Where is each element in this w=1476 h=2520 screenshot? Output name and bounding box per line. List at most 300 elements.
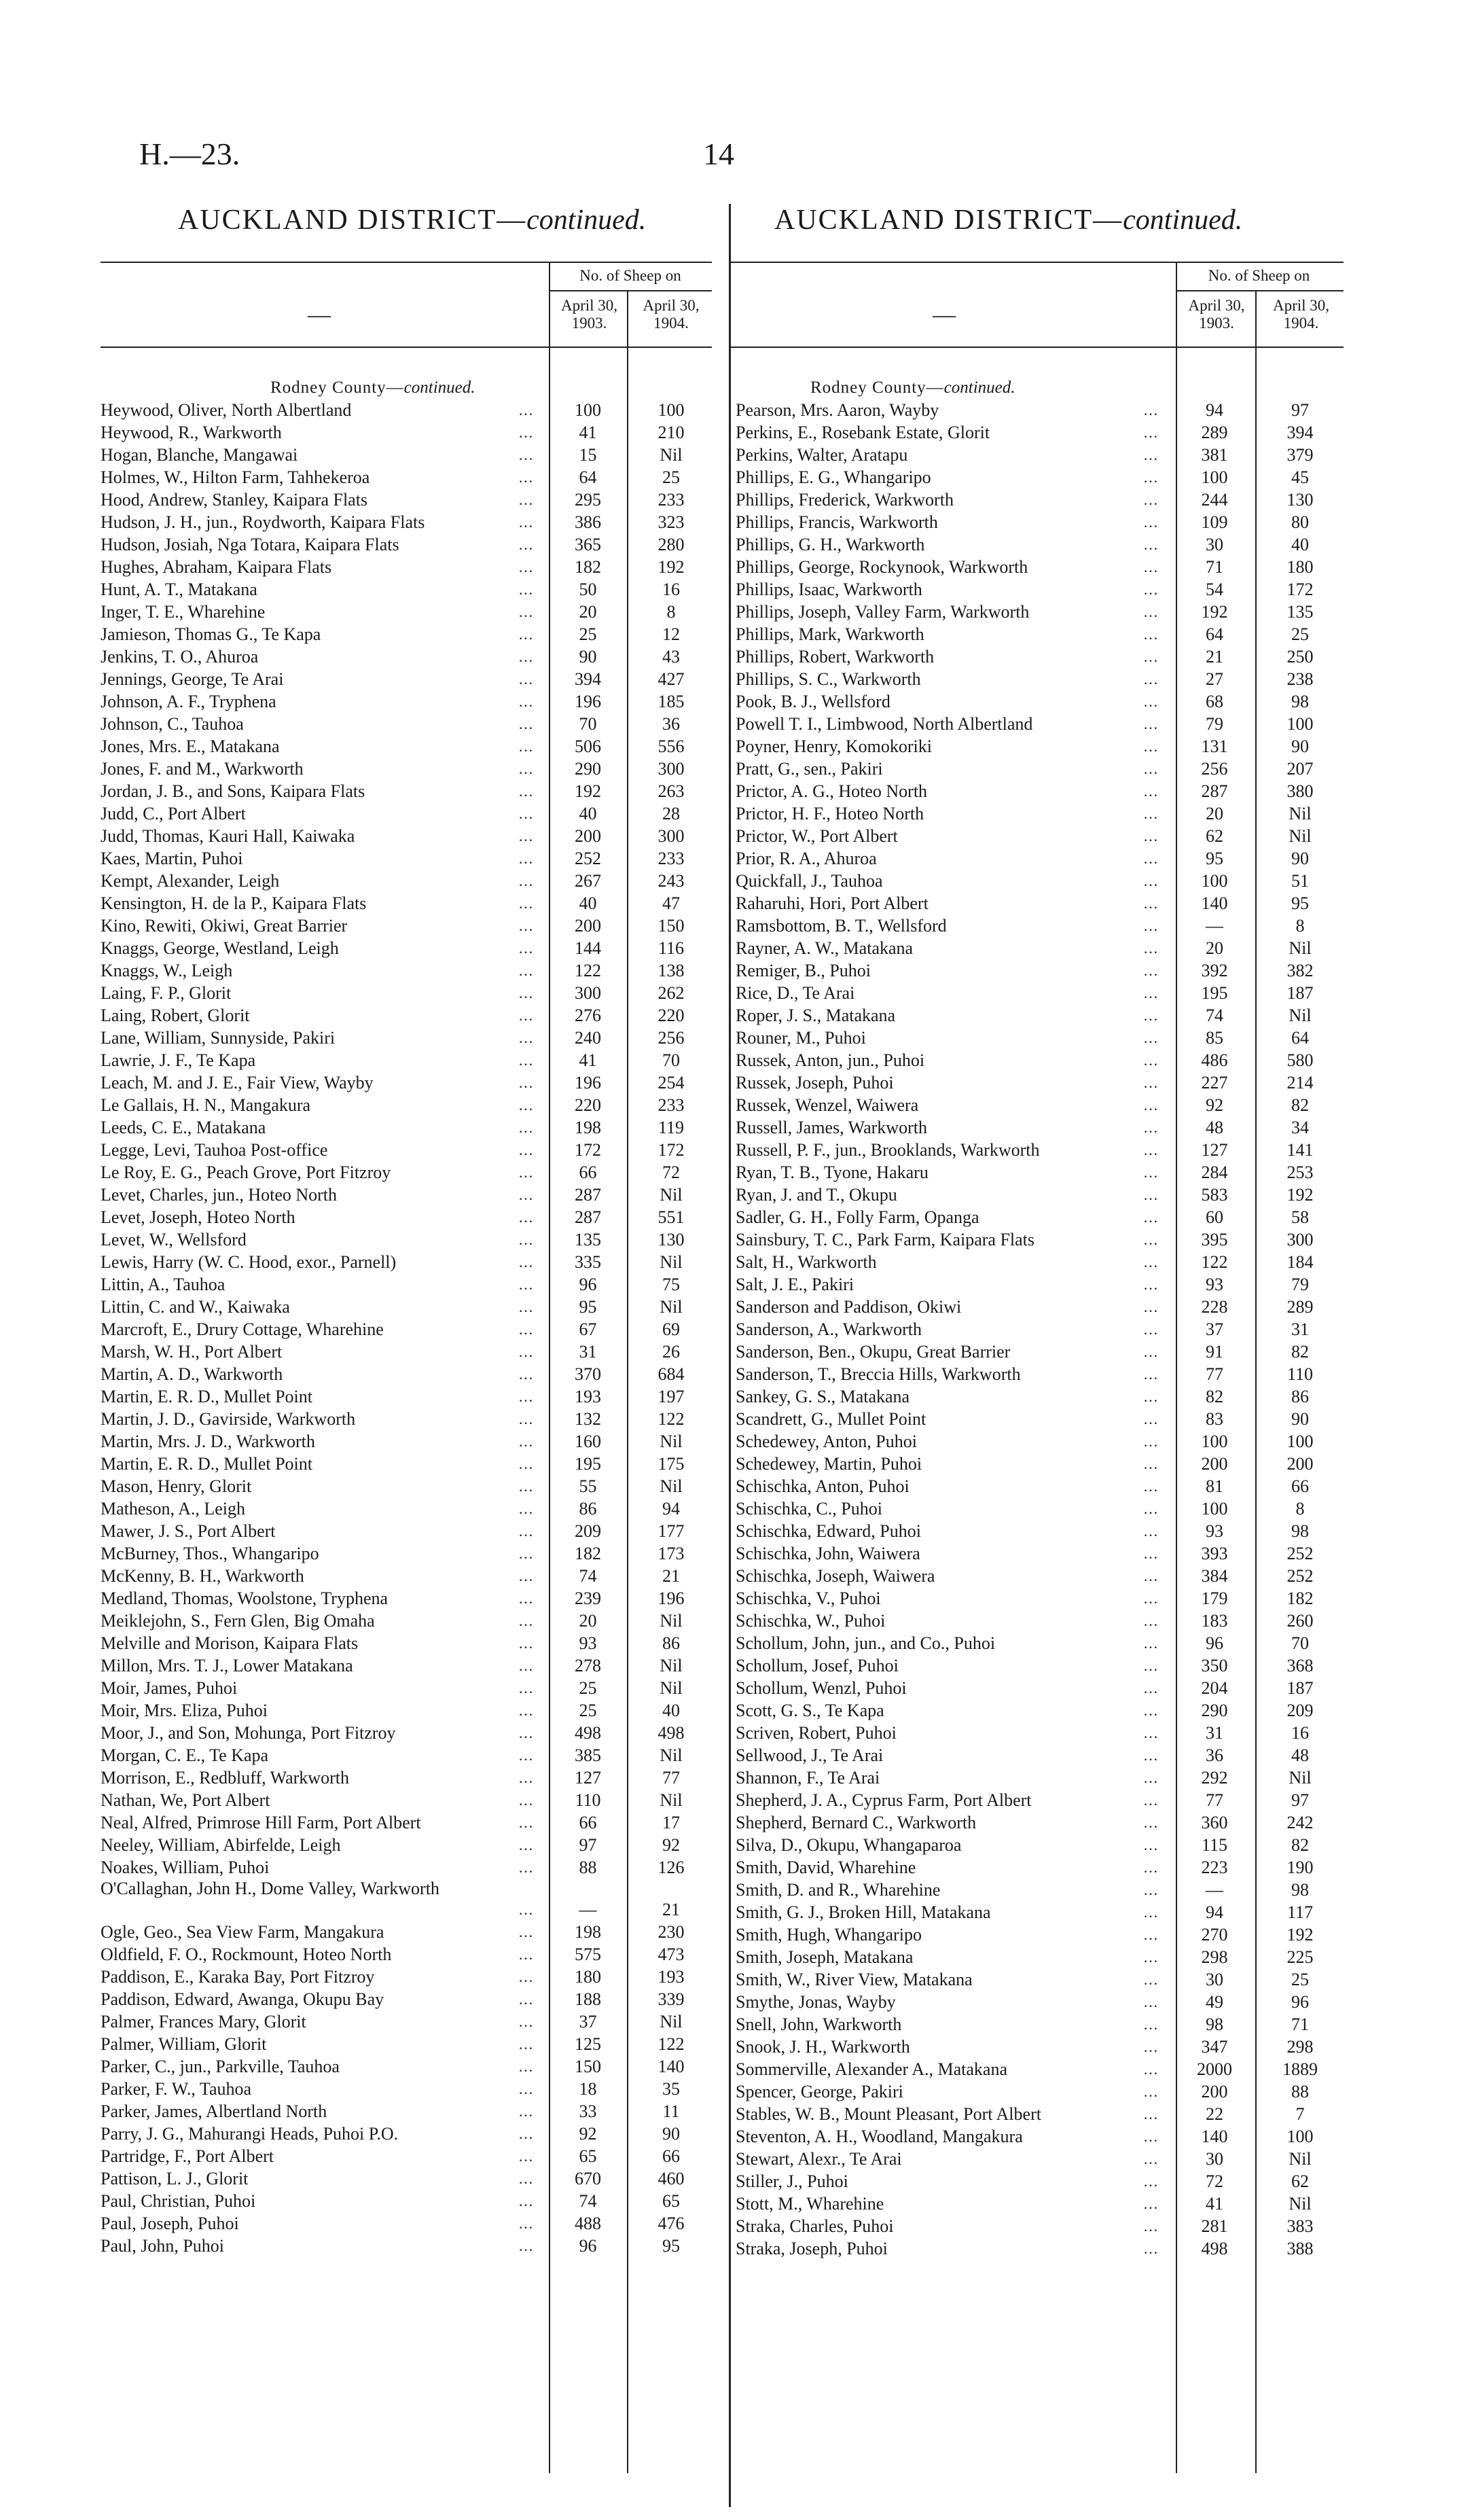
sheep-1903-cell: 200: [1201, 2082, 1228, 2101]
sheep-1903-cell: 140: [1201, 893, 1228, 913]
sheep-1903-cell: 281: [1201, 2216, 1228, 2236]
sheep-1903-cell: 41: [579, 423, 597, 442]
row-name: Stott, M., Wharehine: [736, 2194, 884, 2214]
table-row: [729, 2237, 1344, 2260]
sheep-1903-cell: 15: [579, 445, 597, 465]
right-header-group-rule: [1176, 290, 1344, 291]
sheep-1903-cell: 204: [1201, 1678, 1228, 1698]
sheep-1904-cell: 380: [1286, 781, 1314, 801]
row-name: Silva, D., Okupu, Whangaparoa: [736, 1835, 962, 1855]
sheep-1904-cell: 196: [658, 1589, 685, 1608]
table-row: [729, 489, 1344, 511]
left-table-top-rule: [101, 262, 712, 263]
table-row: [729, 1341, 1344, 1363]
table-row: [101, 892, 712, 915]
table-row: [101, 533, 712, 556]
row-name: Phillips, George, Rockynook, Warkworth: [736, 557, 1028, 577]
row-name: Moor, J., and Son, Mohunga, Port Fitzroy: [101, 1723, 396, 1743]
sheep-1903-cell: 92: [579, 2124, 597, 2144]
sheep-1903-cell: 276: [575, 1006, 601, 1025]
sheep-1903-cell: 94: [1206, 400, 1223, 420]
sheep-1904-cell: 323: [658, 512, 685, 532]
row-leader-dots: …: [1143, 648, 1158, 665]
table-row: [729, 1004, 1344, 1027]
row-name: Smith, Hugh, Whangaripo: [736, 1925, 922, 1945]
row-name: Phillips, Isaac, Warkworth: [736, 580, 922, 599]
table-row: [729, 1385, 1344, 1408]
table-row: [729, 1834, 1344, 1856]
row-leader-dots: …: [1143, 1747, 1158, 1764]
sheep-1904-cell: Nil: [660, 1678, 683, 1698]
sheep-1904-cell: 192: [1286, 1185, 1314, 1205]
sheep-1904-cell: Nil: [1289, 2149, 1312, 2169]
table-row: [729, 690, 1344, 713]
sheep-1904-cell: 684: [658, 1364, 685, 1384]
sheep-1903-cell: 287: [575, 1185, 601, 1205]
sheep-1903-cell: 244: [1201, 490, 1228, 510]
row-leader-dots: …: [1143, 850, 1158, 867]
sheep-1903-cell: 127: [575, 1768, 601, 1788]
sheep-1903-cell: 93: [579, 1633, 597, 1653]
table-row: [101, 1251, 712, 1273]
row-leader-dots: …: [518, 1231, 533, 1248]
table-row: [101, 1161, 712, 1184]
sheep-1903-cell: 506: [575, 737, 601, 756]
sheep-1904-cell: 1889: [1282, 2059, 1318, 2079]
sheep-1904-cell: 79: [1291, 1275, 1309, 1294]
sheep-1904-cell: 21: [662, 1566, 680, 1586]
sheep-1903-cell: 486: [1201, 1050, 1228, 1070]
table-row: [101, 847, 712, 870]
sheep-1903-cell: 110: [575, 1790, 601, 1810]
row-leader-dots: …: [518, 1702, 533, 1719]
sheep-1903-cell: 31: [1206, 1723, 1223, 1743]
sheep-1903-cell: 95: [579, 1297, 597, 1317]
row-leader-dots: …: [1143, 2083, 1158, 2100]
table-row: [729, 1363, 1344, 1385]
row-name: Russell, P. F., jun., Brooklands, Warkworth: [736, 1140, 1040, 1160]
sheep-1904-cell: 187: [1286, 1678, 1314, 1698]
row-leader-dots: …: [518, 424, 533, 441]
row-name: Martin, A. D., Warkworth: [101, 1364, 283, 1384]
row-leader-dots: …: [1143, 2061, 1158, 2078]
sheep-1904-cell: 300: [658, 759, 685, 779]
sheep-1903-cell: 74: [579, 2191, 597, 2211]
sheep-1904-cell: 51: [1291, 871, 1309, 891]
row-leader-dots: …: [1143, 1904, 1158, 1921]
sheep-1903-cell: 66: [579, 1163, 597, 1182]
sheep-1903-cell: 62: [1206, 826, 1223, 846]
sheep-1903-cell: 267: [575, 871, 601, 891]
sheep-1903-cell: 125: [575, 2034, 601, 2054]
sheep-1904-cell: 172: [1286, 580, 1314, 599]
row-name: Phillips, Mark, Warkworth: [736, 624, 924, 644]
row-leader-dots: …: [518, 1567, 533, 1584]
row-name: O'Callaghan, John H., Dome Valley, Warkworth: [101, 1879, 439, 1898]
sheep-1904-cell: 71: [1291, 2015, 1309, 2034]
row-name: Parker, C., jun., Parkville, Tauhoa: [101, 2057, 340, 2076]
row-leader-dots: …: [518, 1657, 533, 1674]
table-row: [729, 1273, 1344, 1296]
sheep-1904-cell: 82: [1291, 1342, 1309, 1362]
sheep-1903-cell: 287: [1201, 781, 1228, 801]
sheep-1903-cell: 82: [1206, 1387, 1223, 1406]
sheep-1904-cell: 65: [662, 2191, 680, 2211]
table-row: [729, 1475, 1344, 1497]
sheep-1903-cell: 77: [1206, 1364, 1223, 1384]
sheep-1904-cell: 98: [1291, 692, 1309, 711]
row-name: Oldfield, F. O., Rockmount, Hoteo North: [101, 1945, 392, 1964]
left-column-group-header: No. of Sheep on: [579, 267, 681, 284]
row-name: Snook, J. H., Warkworth: [736, 2037, 910, 2057]
row-leader-dots: …: [518, 805, 533, 822]
table-row: [101, 1879, 712, 1921]
row-leader-dots: …: [1143, 805, 1158, 822]
row-name: Parry, J. G., Mahurangi Heads, Puhoi P.O.: [101, 2124, 399, 2144]
row-leader-dots: …: [1143, 2195, 1158, 2212]
row-name: Johnson, A. F., Tryphena: [101, 692, 276, 711]
row-leader-dots: …: [518, 1029, 533, 1046]
row-leader-dots: …: [1143, 1926, 1158, 1943]
row-leader-dots: …: [1143, 1724, 1158, 1741]
right-district-title: [774, 204, 1242, 236]
row-name: Hood, Andrew, Stanley, Kaipara Flats: [101, 490, 368, 510]
row-name: Straka, Joseph, Puhoi: [736, 2239, 888, 2258]
sheep-1904-cell: 11: [662, 2101, 680, 2121]
sheep-1903-cell: 394: [575, 669, 601, 689]
table-row: [729, 623, 1344, 645]
sheep-1903-cell: 92: [1206, 1095, 1223, 1115]
table-row: [101, 1610, 712, 1632]
sheep-1904-cell: 45: [1291, 467, 1309, 487]
table-row: [101, 578, 712, 601]
row-name: Ryan, T. B., Tyone, Hakaru: [736, 1163, 929, 1182]
row-leader-dots: …: [518, 1792, 533, 1809]
left-column-header-1903: April 30, 1903.: [560, 297, 618, 332]
sheep-1903-cell: 292: [1201, 1768, 1228, 1788]
sheep-1903-cell: 49: [1206, 1992, 1223, 2012]
table-row: [101, 1363, 712, 1385]
sheep-1904-cell: Nil: [1289, 826, 1312, 846]
sheep-1903-cell: 223: [1201, 1858, 1228, 1877]
sheep-1904-cell: 300: [1286, 1230, 1314, 1249]
row-leader-dots: …: [1143, 1388, 1158, 1405]
row-name: Schischka, John, Waiwera: [736, 1544, 920, 1563]
sheep-1904-cell: 110: [1286, 1364, 1314, 1384]
row-name: Lewis, Harry (W. C. Hood, exor., Parnell): [101, 1252, 397, 1272]
row-leader-dots: …: [518, 828, 533, 845]
sheep-1904-cell: 460: [658, 2169, 685, 2188]
table-row: [729, 466, 1344, 489]
table-row: [101, 2033, 712, 2055]
sheep-1903-cell: 298: [1201, 1947, 1228, 1967]
sheep-1904-cell: 116: [658, 938, 685, 958]
row-name: Pearson, Mrs. Aaron, Wayby: [736, 400, 939, 420]
row-leader-dots: …: [518, 2058, 533, 2075]
sheep-1903-cell: 77: [1206, 1790, 1223, 1810]
table-row: [729, 1161, 1344, 1184]
table-row: [729, 601, 1344, 623]
row-leader-dots: …: [518, 1901, 533, 1918]
row-name: Levet, W., Wellsford: [101, 1230, 247, 1249]
sheep-1903-cell: 50: [579, 580, 597, 599]
sheep-1903-cell: 98: [1206, 2015, 1223, 2034]
row-leader-dots: …: [1143, 1567, 1158, 1584]
sheep-1903-cell: 22: [1206, 2104, 1223, 2124]
row-name: Shepherd, Bernard C., Warkworth: [736, 1813, 977, 1832]
row-leader-dots: …: [1143, 1410, 1158, 1427]
sheep-1904-cell: Nil: [1289, 1768, 1312, 1788]
table-row: [729, 421, 1344, 444]
row-name: Russell, James, Warkworth: [736, 1118, 927, 1137]
table-row: [729, 1923, 1344, 1946]
table-row: [729, 758, 1344, 780]
sheep-1904-cell: 100: [1286, 714, 1314, 734]
row-name: Schischka, C., Puhoi: [736, 1499, 882, 1519]
row-name: Legge, Levi, Tauhoa Post-office: [101, 1140, 328, 1160]
row-leader-dots: …: [518, 1478, 533, 1495]
sheep-1904-cell: 98: [1291, 1880, 1309, 1900]
sheep-1904-cell: 190: [1286, 1858, 1314, 1877]
row-name: Russek, Wenzel, Waiwera: [736, 1095, 919, 1115]
row-name: Perkins, Walter, Aratapu: [736, 445, 908, 465]
table-row: [729, 533, 1344, 556]
sheep-1903-cell: 360: [1201, 1813, 1228, 1832]
table-row: [101, 1921, 712, 1943]
sheep-1904-cell: 86: [662, 1633, 680, 1653]
sheep-1903-cell: 227: [1201, 1073, 1228, 1093]
row-leader-dots: …: [518, 1590, 533, 1607]
sheep-1904-cell: 141: [1286, 1140, 1314, 1160]
row-leader-dots: …: [1143, 1523, 1158, 1540]
sheep-1903-cell: 381: [1201, 445, 1228, 465]
sheep-1904-cell: 262: [658, 983, 685, 1003]
row-leader-dots: …: [518, 1388, 533, 1405]
sheep-1904-cell: 220: [658, 1006, 685, 1025]
table-row: [729, 892, 1344, 915]
row-name: Schollum, John, jun., and Co., Puhoi: [736, 1633, 996, 1653]
sheep-1903-cell: 95: [1206, 849, 1223, 868]
table-row: [729, 1228, 1344, 1251]
row-name: Jennings, George, Te Arai: [101, 669, 284, 689]
table-row: [101, 1273, 712, 1296]
sheep-1903-cell: 100: [575, 400, 601, 420]
row-leader-dots: …: [518, 1097, 533, 1114]
table-row: [729, 1610, 1344, 1632]
sheep-1903-cell: 48: [1206, 1118, 1223, 1137]
row-leader-dots: …: [1143, 1993, 1158, 2010]
right-table-top-rule: [729, 262, 1344, 263]
table-row: [729, 1699, 1344, 1722]
table-row: [729, 1879, 1344, 1901]
table-row: [729, 1767, 1344, 1789]
sheep-1904-cell: 253: [1286, 1163, 1314, 1182]
sheep-1903-cell: 188: [575, 1989, 601, 2009]
sheep-1903-cell: 270: [1201, 1925, 1228, 1945]
left-header-bottom-rule: [101, 347, 712, 348]
row-name: Phillips, Frederick, Warkworth: [736, 490, 954, 510]
sheep-1904-cell: 17: [662, 1813, 680, 1832]
table-row: [101, 1027, 712, 1049]
sheep-1904-cell: 254: [658, 1073, 685, 1093]
row-name: Phillips, E. G., Whangaripo: [736, 467, 931, 487]
row-leader-dots: …: [1143, 1657, 1158, 1674]
row-name: Shepherd, J. A., Cyprus Farm, Port Albert: [736, 1790, 1032, 1810]
sheep-1903-cell: 135: [575, 1230, 601, 1249]
table-row: [101, 1318, 712, 1341]
sheep-1904-cell: 256: [658, 1028, 685, 1048]
row-leader-dots: …: [1143, 895, 1158, 912]
row-leader-dots: …: [518, 783, 533, 800]
row-name: Rayner, A. W., Matakana: [736, 938, 914, 958]
table-row: [101, 1834, 712, 1856]
left-county-heading-text: Rodney County—: [270, 378, 404, 397]
table-row: [729, 1296, 1344, 1318]
sheep-1904-cell: 82: [1291, 1095, 1309, 1115]
row-name: Melville and Morison, Kaipara Flats: [101, 1633, 359, 1653]
row-leader-dots: …: [518, 1209, 533, 1226]
sheep-1904-cell: 250: [1286, 647, 1314, 667]
row-name: Rouner, M., Puhoi: [736, 1028, 866, 1048]
row-name: Phillips, S. C., Warkworth: [736, 669, 921, 689]
row-name: Schedewey, Martin, Puhoi: [736, 1454, 922, 1474]
sheep-1903-cell: 583: [1201, 1185, 1228, 1205]
table-row: [101, 1966, 712, 1988]
table-row: [101, 1789, 712, 1811]
row-leader-dots: …: [518, 626, 533, 643]
sheep-1904-cell: 122: [658, 1409, 685, 1429]
sheep-1904-cell: 242: [1286, 1813, 1314, 1832]
sheep-1903-cell: —: [1206, 1880, 1223, 1900]
row-name: Prictor, A. G., Hoteo North: [736, 781, 928, 801]
row-name: Roper, J. S., Matakana: [736, 1006, 896, 1025]
sheep-1904-cell: Nil: [660, 2012, 683, 2031]
sheep-1903-cell: 41: [579, 1050, 597, 1070]
row-leader-dots: …: [518, 1276, 533, 1293]
table-row: [729, 1206, 1344, 1228]
row-name: Hudson, Josiah, Nga Totara, Kaipara Flats: [101, 535, 399, 554]
row-leader-dots: …: [1143, 1343, 1158, 1360]
row-leader-dots: …: [1143, 760, 1158, 777]
sheep-1904-cell: 192: [1286, 1925, 1314, 1945]
sheep-1903-cell: 200: [1201, 1454, 1228, 1474]
sheep-1903-cell: 295: [575, 490, 601, 510]
row-leader-dots: …: [518, 1724, 533, 1741]
row-leader-dots: …: [1143, 2150, 1158, 2167]
table-row: [729, 870, 1344, 892]
table-row: [101, 690, 712, 713]
table-row: [101, 1094, 712, 1116]
row-name: Levet, Charles, jun., Hoteo North: [101, 1185, 338, 1205]
row-name: Paul, John, Puhoi: [101, 2236, 225, 2256]
sheep-1903-cell: 239: [575, 1589, 601, 1608]
row-name: Morgan, C. E., Te Kapa: [101, 1745, 269, 1765]
sheep-1903-cell: 347: [1201, 2037, 1228, 2057]
row-name: Phillips, G. H., Warkworth: [736, 535, 925, 554]
sheep-1904-cell: 43: [662, 647, 680, 667]
row-leader-dots: …: [1143, 1186, 1158, 1203]
sheep-1904-cell: 556: [658, 737, 685, 756]
sheep-1903-cell: 209: [575, 1521, 601, 1541]
row-leader-dots: …: [518, 1254, 533, 1271]
sheep-1904-cell: 130: [1286, 490, 1314, 510]
row-name: Salt, J. E., Pakiri: [736, 1275, 854, 1294]
table-row: [729, 1789, 1344, 1811]
table-row: [729, 1453, 1344, 1475]
sheep-1903-cell: 36: [1206, 1745, 1223, 1765]
sheep-1904-cell: 126: [658, 1858, 685, 1877]
sheep-1904-cell: 180: [1286, 557, 1314, 577]
table-row: [729, 556, 1344, 578]
table-row: [101, 1497, 712, 1520]
left-district-title: [178, 204, 646, 236]
row-leader-dots: …: [1143, 1792, 1158, 1809]
sheep-1904-cell: 210: [658, 423, 685, 442]
sheep-1904-cell: 40: [662, 1701, 680, 1720]
row-leader-dots: …: [518, 1814, 533, 1831]
sheep-1903-cell: 196: [575, 1073, 601, 1093]
sheep-1903-cell: 64: [1206, 624, 1223, 644]
row-name: Jones, F. and M., Warkworth: [101, 759, 304, 779]
row-leader-dots: …: [1143, 1097, 1158, 1114]
row-leader-dots: …: [518, 1343, 533, 1360]
row-leader-dots: …: [1143, 1007, 1158, 1024]
table-row: [101, 556, 712, 578]
table-row: [101, 1632, 712, 1654]
sheep-1904-cell: 66: [1291, 1476, 1309, 1496]
sheep-1904-cell: 119: [658, 1118, 685, 1137]
sheep-1903-cell: 392: [1201, 961, 1228, 980]
row-leader-dots: …: [1143, 1164, 1158, 1181]
table-row: [101, 1408, 712, 1430]
sheep-1903-cell: 192: [575, 781, 601, 801]
table-row: [729, 825, 1344, 847]
sheep-1904-cell: Nil: [660, 1611, 683, 1631]
table-row: [101, 1565, 712, 1587]
row-name: Smith, David, Wharehine: [736, 1858, 916, 1877]
table-row: [101, 1430, 712, 1453]
table-row: [101, 399, 712, 421]
sheep-1904-cell: 185: [658, 692, 685, 711]
row-leader-dots: …: [1143, 1298, 1158, 1315]
row-leader-dots: …: [518, 469, 533, 486]
row-leader-dots: …: [1143, 1769, 1158, 1786]
row-leader-dots: …: [518, 536, 533, 553]
sheep-1904-cell: 187: [1286, 983, 1314, 1003]
sheep-1904-cell: 90: [662, 2124, 680, 2144]
row-name: Parker, F. W., Tauhoa: [101, 2079, 252, 2099]
table-row: [729, 713, 1344, 735]
sheep-1903-cell: 144: [575, 938, 601, 958]
row-name: Schischka, Edward, Puhoi: [736, 1521, 921, 1541]
table-row: [729, 2125, 1344, 2148]
row-name: Russek, Joseph, Puhoi: [736, 1073, 894, 1093]
row-name: Le Roy, E. G., Peach Grove, Port Fitzroy: [101, 1163, 391, 1182]
row-name: Schollum, Wenzl, Puhoi: [736, 1678, 907, 1698]
sheep-1904-cell: 96: [1291, 1992, 1309, 2012]
row-leader-dots: …: [518, 1164, 533, 1181]
row-name: Schischka, Anton, Puhoi: [736, 1476, 910, 1496]
table-row: [101, 713, 712, 735]
row-leader-dots: …: [1143, 1231, 1158, 1248]
row-name: Paddison, E., Karaka Bay, Port Fitzroy: [101, 1967, 375, 1987]
sheep-1903-cell: 182: [575, 1544, 601, 1563]
table-row: [729, 444, 1344, 466]
row-leader-dots: …: [518, 1500, 533, 1517]
table-row: [729, 847, 1344, 870]
table-row: [101, 1744, 712, 1767]
row-name: Sommerville, Alexander A., Matakana: [736, 2059, 1008, 2079]
